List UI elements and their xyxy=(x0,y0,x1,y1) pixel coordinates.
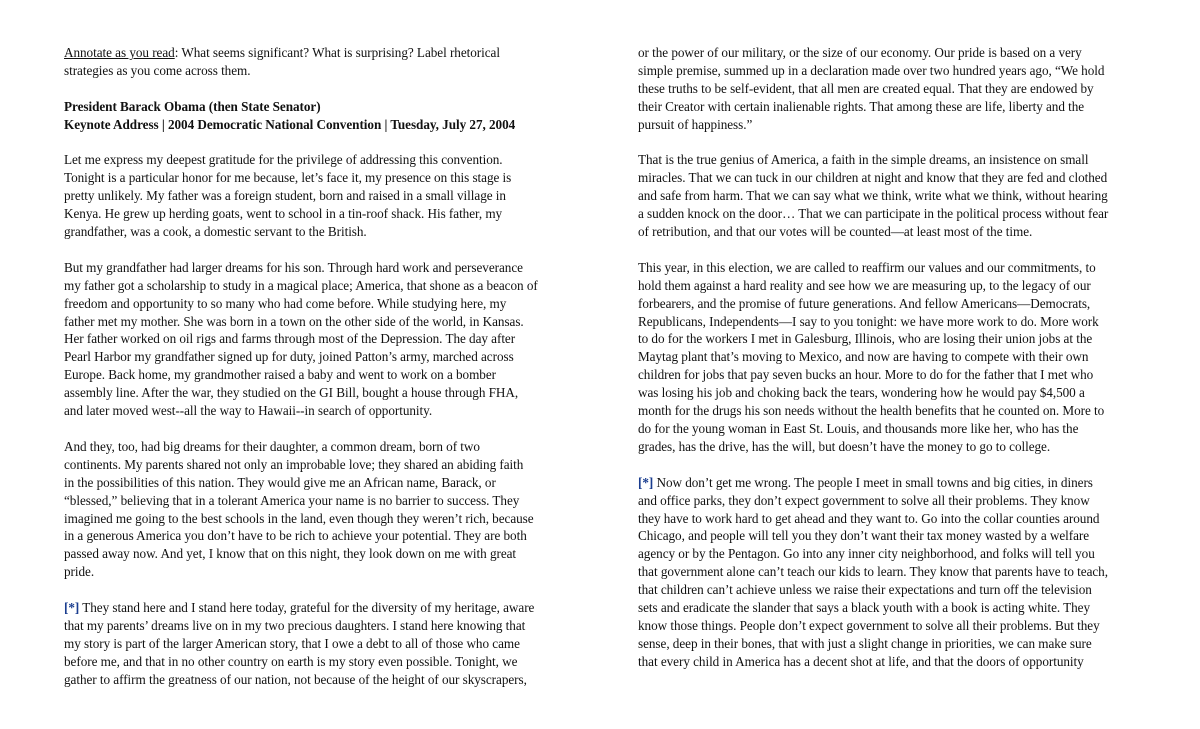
text-line: “blessed,” believing that in a tolerant America your name is no barrier to success. They xyxy=(64,492,520,508)
paragraph-2 xyxy=(64,259,592,420)
text-line: father met my mother. She was born in a town on the other side of the world, in Kansas. xyxy=(64,313,524,329)
text-line: these truths to be self-evident, that all men are created equal. That they are endowed by xyxy=(638,80,1094,96)
text-line: sets and eradicate the slander that says a black youth with a book is acting white. They xyxy=(638,600,1091,616)
text-line: Tonight is a particular honor for me because, let’s face it, my presence on this stage is xyxy=(64,170,512,186)
paragraph-1 xyxy=(64,151,592,241)
text-line: a sudden knock on the door… That we can participate in the political process without fear xyxy=(638,206,1109,222)
text-line: forbearers, and the promise of future generations. And fellow Americans—Democrats, xyxy=(638,295,1091,311)
text-line: Europe. Back home, my grandmother raised a baby and went to work on a bomber xyxy=(64,367,496,383)
text-line: simple premise, summed up in a declaration made over two hundred years ago, “We hold xyxy=(638,62,1105,78)
text-line: miracles. That we can tuck in our children at night and know that they are fed and clothed xyxy=(638,170,1108,186)
text-line: in a generous America you don’t have to be rich to achieve your potential. They are both xyxy=(64,528,527,544)
text-line xyxy=(64,599,592,617)
speaker-heading: President Barack Obama (then State Senator) xyxy=(64,98,321,114)
paragraph-3 xyxy=(64,438,592,581)
annotation-marker: [*] xyxy=(64,600,80,616)
right-column xyxy=(638,44,1166,671)
text-line: Let me express my deepest gratitude for the privilege of addressing this convention. xyxy=(64,152,503,168)
text-line: Her father worked on oil rigs and farms through most of the Depression. The day after xyxy=(64,331,516,347)
text-line: Pearl Harbor my grandfather signed up for duty, joined Patton’s army, marched across xyxy=(64,349,514,365)
text-line: freedom and opportunity to so many who had come before. While studying here, my xyxy=(64,295,507,311)
text-line: Maytag plant that’s moving to Mexico, and now are having to compete with their own xyxy=(638,349,1089,365)
paragraph-8 xyxy=(638,474,1166,671)
text-line: do for the young woman in East St. Louis, and thousands more like her, who has the xyxy=(638,421,1079,436)
spacer xyxy=(638,241,1166,259)
text-line: pursuit of happiness.” xyxy=(638,116,753,132)
instructions-text: : What seems significant? What is surprising? Label rhetorical xyxy=(174,45,500,60)
event-heading: Keynote Address | 2004 Democratic National Convention | Tuesday, July 27, 2004 xyxy=(64,116,516,132)
spacer xyxy=(64,134,592,152)
text-line: Chicago, and people will tell you they don’t want their tax money wasted by a welfare xyxy=(638,528,1090,544)
text-line: in the possibilities of this nation. They would give me an African name, Barack, or xyxy=(64,474,496,490)
paragraph-7 xyxy=(638,259,1166,456)
text-line: But my grandfather had larger dreams for his son. Through hard work and perseverance xyxy=(64,259,523,275)
text-line: agency or by the Pentagon. Go into any inner city neighborhood, and folks will tell you xyxy=(638,546,1095,562)
text-line: Republicans, Independents—I say to you tonight: we have more work to do. More work xyxy=(638,313,1099,329)
text-line: that government alone can’t teach our kids to learn. They know that parents have to teach, xyxy=(638,564,1108,580)
text-line: that my parents’ dreams live on in my two precious daughters. I stand here knowing that xyxy=(64,617,526,633)
text-line: And they, too, had big dreams for their daughter, a common dream, born of two xyxy=(64,438,480,454)
spacer xyxy=(638,134,1166,152)
text-line: continents. My parents shared not only an improbable love; they shared an abiding faith xyxy=(64,456,524,472)
text-line: their Creator with certain inalienable rights. That among these are life, liberty and the xyxy=(638,98,1085,114)
instructions-line-1 xyxy=(64,44,592,62)
instructions-label: Annotate as you read xyxy=(64,45,175,60)
spacer xyxy=(64,80,592,98)
text-line: and later moved west--all the way to Hawaii--in search of opportunity. xyxy=(64,403,433,419)
text-line: or the power of our military, or the size of our economy. Our pride is based on a very xyxy=(638,45,1082,60)
annotation-marker: [*] xyxy=(638,474,654,490)
paragraph-6 xyxy=(638,151,1166,241)
spacer xyxy=(64,420,592,438)
spacer xyxy=(638,456,1166,474)
text-line: hold them against a hard reality and see how we are measuring up, to the legacy of our xyxy=(638,277,1091,293)
text-line: grandfather, was a cook, a domestic servant to the British. xyxy=(64,224,367,240)
paragraph-4 xyxy=(64,599,592,689)
text-line: to do for the workers I met in Galesburg, Illinois, who are losing their union jobs at the xyxy=(638,331,1093,347)
text-line: that every child in America has a decent shot at life, and that the doors of opportunity xyxy=(638,653,1084,669)
text-line: This year, in this election, we are called to reaffirm our values and our commitments, to xyxy=(638,259,1096,275)
text-line: imagined me going to the best schools in the land, even though they weren’t rich, because xyxy=(64,510,534,526)
text-line: my story is part of the larger American story, that I owe a debt to all of those who came xyxy=(64,635,520,651)
text-line: pride. xyxy=(64,564,95,580)
text-line: sense, deep in their bones, that with just a slight change in priorities, we can make sure xyxy=(638,635,1092,651)
text-line: assembly line. After the war, they studied on the GI Bill, bought a house through FHA, xyxy=(64,385,519,401)
text-line: Kenya. He grew up herding goats, went to school in a tin-roof shack. His father, my xyxy=(64,206,503,222)
text-line: gather to affirm the greatness of our nation, not because of the height of our skyscrapers, xyxy=(64,671,527,687)
text-line: month for the drugs his son needs without the health benefits that he counted on. More to xyxy=(638,403,1105,419)
text-fragment: They stand here and I stand here today, grateful for the diversity of my heritage, aware xyxy=(79,600,535,616)
text-fragment: Now don’t get me wrong. The people I meet in small towns and big cities, in diners xyxy=(653,474,1093,490)
text-line: and office parks, they don’t expect government to solve all their problems. They know xyxy=(638,492,1090,508)
text-line xyxy=(638,474,1166,492)
text-line: that children can’t achieve unless we raise their expectations and turn off the television xyxy=(638,582,1092,598)
text-line: and safe from harm. That we can say what we think, write what we think, without hearing xyxy=(638,188,1108,204)
text-line: grades, has the drive, has the will, but doesn’t have the money to go to college. xyxy=(638,438,1051,454)
spacer xyxy=(64,581,592,599)
spacer xyxy=(64,241,592,259)
instructions-line-2: strategies as you come across them. xyxy=(64,62,251,78)
left-column xyxy=(64,44,592,689)
text-line: passed away now. And yet, I know that on this night, they look down on me with great xyxy=(64,546,517,562)
text-line: know those things. People don’t expect government to solve all their problems. But they xyxy=(638,617,1100,633)
text-line: before me, and that in no other country on earth is my story even possible. Tonight, we xyxy=(64,653,518,669)
text-line: was losing his job and choking back the tears, wondering how he would pay $4,500 a xyxy=(638,385,1085,401)
text-line: they have to work hard to get ahead and they want to. Go into the collar counties around xyxy=(638,510,1100,526)
text-line: That is the true genius of America, a faith in the simple dreams, an insistence on small xyxy=(638,152,1089,168)
text-line: pretty unlikely. My father was a foreign student, born and raised in a small village in xyxy=(64,188,506,204)
text-line: of retribution, and that our votes will be counted—at least most of the time. xyxy=(638,224,1033,240)
text-line: my father got a scholarship to study in a magical place; America, that shone as a beacon of xyxy=(64,277,538,293)
paragraph-5 xyxy=(638,44,1166,134)
text-line: children for jobs that pay seven bucks an hour. More to do for the father that I met who xyxy=(638,367,1094,383)
